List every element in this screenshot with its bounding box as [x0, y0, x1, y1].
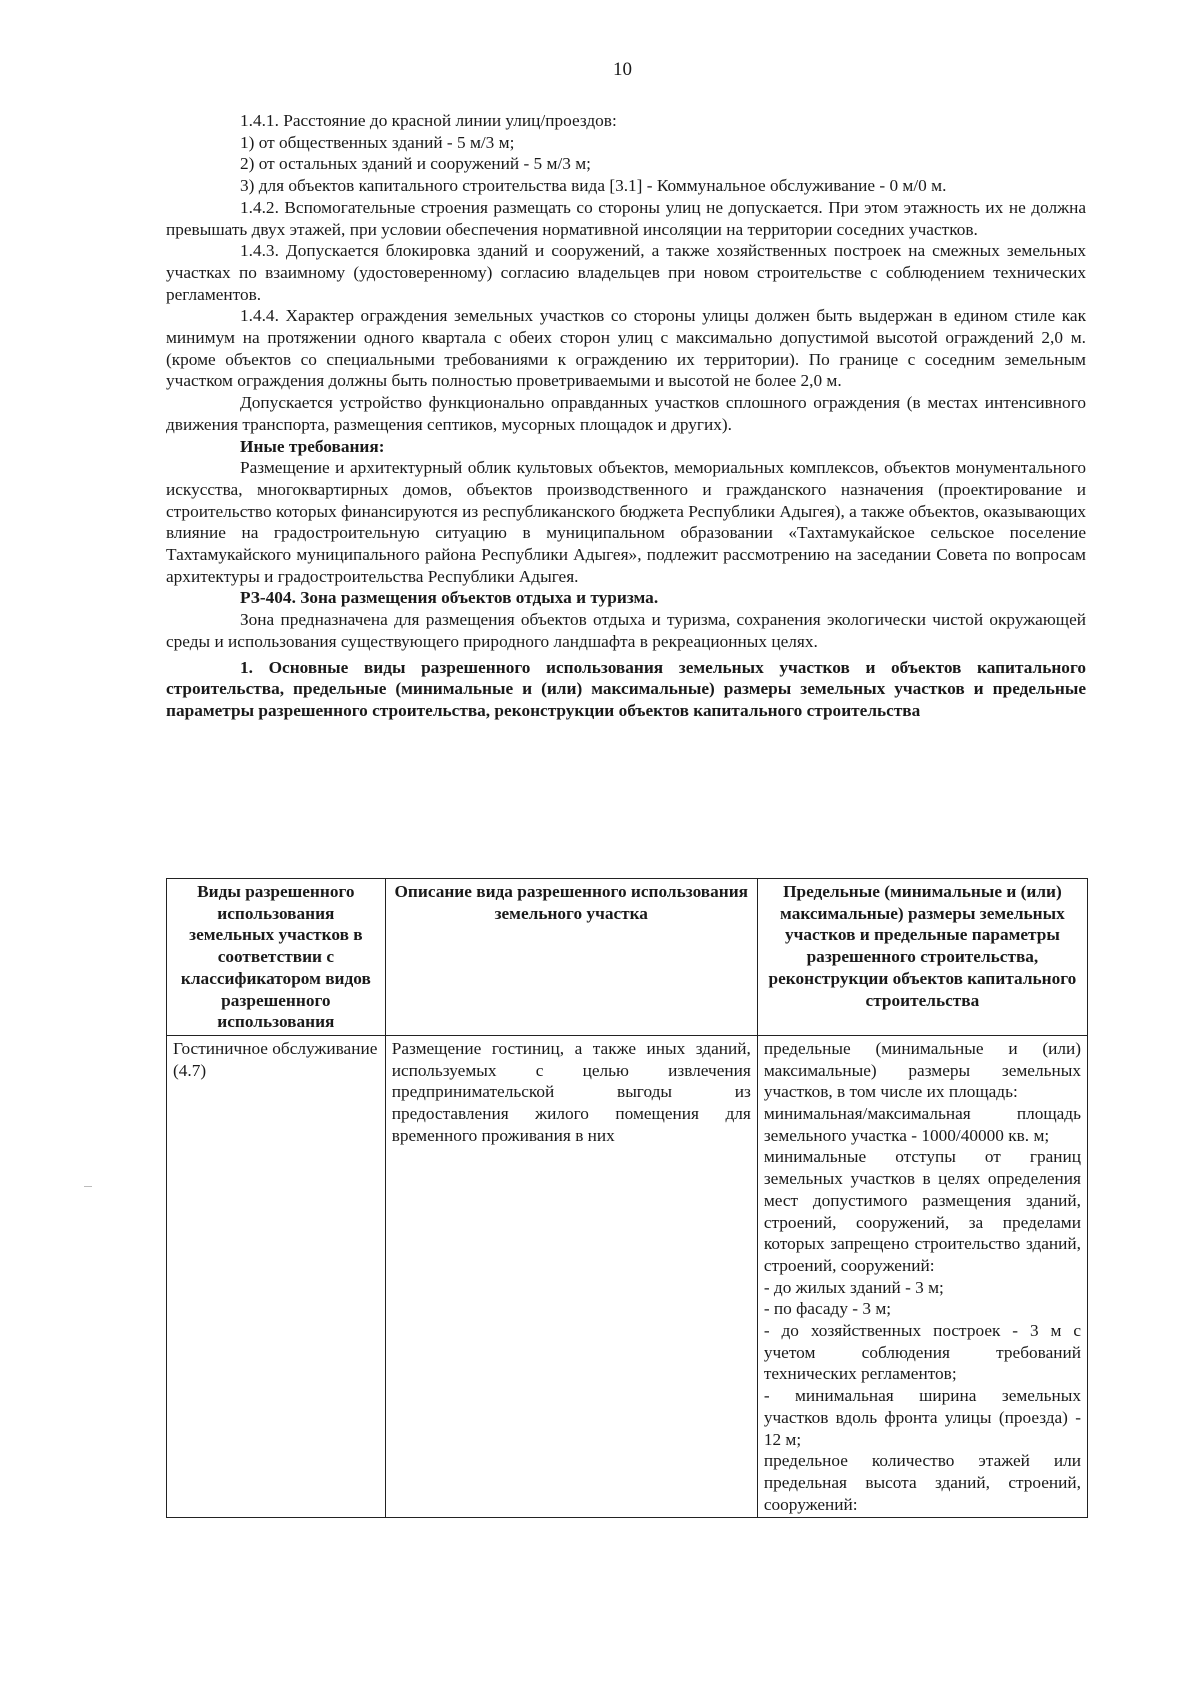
param-line: минимальная/максимальная площадь земельного участка - 1000/40000 кв. м; [763, 1104, 1081, 1145]
header-cell-description: Описание вида разрешенного использования земельного участка [385, 879, 757, 1036]
paragraph-1-4-1-head: 1.4.1. Расстояние до красной линии улиц/проездов: [240, 111, 617, 130]
header-cell-params: Предельные (минимальные и (или) максимальные) размеры земельных участков и предельные параметры разрешенного строительства, реконструкции объектов капитального строительства [757, 879, 1087, 1036]
paragraph-1-4-3: 1.4.3. Допускается блокировка зданий и сооружений, а также хозяйственных построек на смежных земельных участках по взаимному (удостоверенному) согласию владельцев при новом строительстве с соблюдением технических регламентов. [166, 241, 1086, 304]
other-requirements-title: Иные требования: [240, 436, 385, 456]
table-header-row [167, 879, 1088, 1036]
param-line: - до хозяйственных построек - 3 м с учетом соблюдения требований технических регламентов; [763, 1321, 1081, 1384]
list-item: 1) от общественных зданий - 5 м/3 м; [240, 132, 515, 152]
param-line: - минимальная ширина земельных участков вдоль фронта улицы (проезда) - 12 м; [763, 1386, 1081, 1449]
zone-text: Зона предназначена для размещения объектов отдыха и туризма, сохранения экологически чистой окружающей среды и использования существующего природного ландшафта в рекреационных целях. [166, 610, 1086, 651]
list-item: 2) от остальных зданий и сооружений - 5 м/3 м; [240, 154, 591, 174]
param-line: предельные (минимальные и (или) максимальные) размеры земельных участков, в том числе их площадь: [763, 1038, 1081, 1102]
section-1-title: 1. Основные виды разрешенного использования земельных участков и объектов капитального строительства, предельные (минимальные и (или) максимальные) размеры земельных участков и предельные параметры разрешенного строительства, реконструкции объектов капитального строительства [166, 657, 1086, 720]
paragraph-1-4-4: 1.4.4. Характер ограждения земельных участков со стороны улицы должен быть выдержан в едином стиле как минимум на протяжении одного квартала с обеих сторон улиц с максимально допустимой высотой ограждений 2,0 м. (кроме объектов со специальными требованиями к ограждению их территории). По границе с соседним земельным участком ограждения должны быть полностью проветриваемыми и высотой не более 2,0 м. [166, 306, 1086, 391]
cell-params [757, 1035, 1087, 1517]
paragraph-1-4-2: 1.4.2. Вспомогательные строения размещать со стороны улиц не допускается. При этом этажность их не должна превышать двух этажей, при условии обеспечения нормативной инсоляции на территории соседних участков. [166, 197, 1086, 239]
other-requirements-text: Размещение и архитектурный облик культовых объектов, мемориальных комплексов, объектов монументального искусства, многоквартирных домов, объектов производственного и гражданского назначения (проектирование и строительство которых финансируются из республиканского бюджета Республики Адыгея), а также объектов, оказывающих влияние на градостроительную ситуацию в муниципальном образовании «Тахтамукайское сельское поселение Тахтамукайского муниципального района Республики Адыгея», подлежит рассмотрению на заседании Совета по вопросам архитектуры и градостроительства Республики Адыгея. [166, 458, 1086, 586]
param-line: минимальные отступы от границ земельных участков в целях определения мест допустимого размещения зданий, строений, сооружений, за пределами которых запрещено строительство зданий, строений, сооружений: [763, 1147, 1081, 1275]
cell-kind: Гостиничное обслуживание (4.7) [167, 1035, 386, 1517]
page-number: 10 [613, 59, 632, 80]
table-row [167, 1035, 1088, 1517]
paragraph-fence: Допускается устройство функционально оправданных участков сплошного ограждения (в местах интенсивного движения транспорта, размещения септиков, мусорных площадок и других). [166, 393, 1086, 434]
margin-mark [84, 1186, 92, 1187]
param-line: - по фасаду - 3 м; [763, 1299, 892, 1319]
header-cell-kind: Виды разрешенного использования земельных участков в соответствии с классификатором видов разрешенного использования [167, 879, 386, 1036]
cell-description: Размещение гостиниц, а также иных зданий, используемых с целью извлечения предпринимательской выгоды из предоставления жилого помещения для временного проживания в них [385, 1035, 757, 1517]
regulations-table [166, 878, 1088, 1518]
zone-title: РЗ-404. Зона размещения объектов отдыха и туризма. [240, 588, 659, 608]
list-item: 3) для объектов капитального строительства вида [3.1] - Коммунальное обслуживание - 0 м/0 м. [240, 176, 947, 196]
param-line: предельное количество этажей или предельная высота зданий, строений, сооружений: [763, 1451, 1081, 1514]
param-line: - до жилых зданий - 3 м; [763, 1277, 944, 1297]
document-body [166, 110, 1086, 722]
